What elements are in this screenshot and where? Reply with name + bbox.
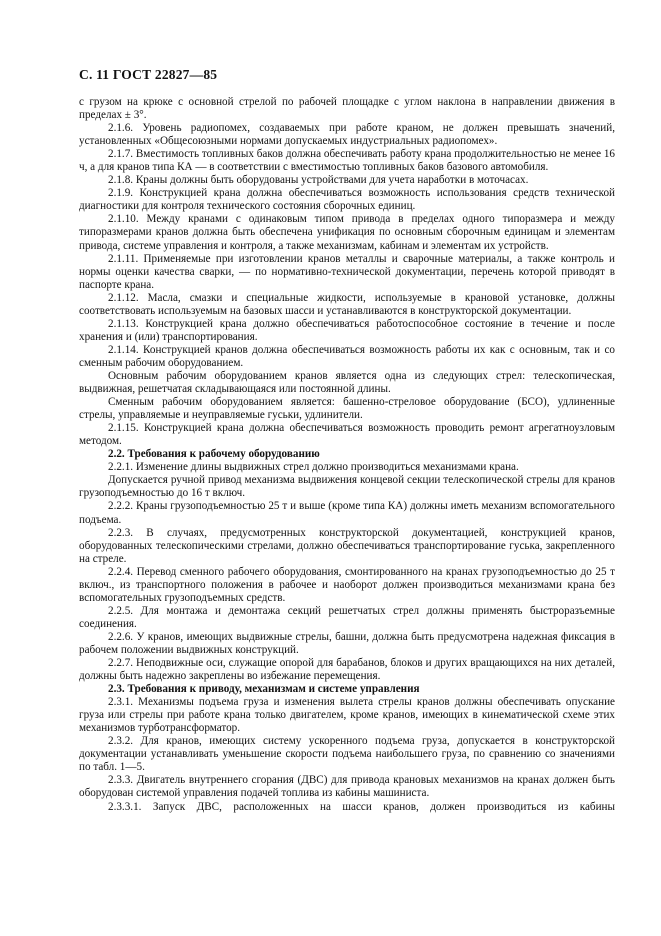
paragraph: 2.2.2. Краны грузоподъемностью 25 т и выше (кроме типа КА) должны иметь механизм вспомогательного подъема. bbox=[79, 500, 615, 526]
paragraph: 2.2.7. Неподвижные оси, служащие опорой для барабанов, блоков и других вращающихся на них деталей, должны быть надежно закреплены во избежание перемещения. bbox=[79, 657, 615, 683]
page-header: С. 11 ГОСТ 22827—85 bbox=[79, 67, 218, 82]
paragraph: Сменным рабочим оборудованием является: башенно-стреловое оборудование (БСО), удлиненные стрелы, управляемые и неуправляемые гуськи, удлинители. bbox=[79, 396, 615, 422]
section-heading: 2.2. Требования к рабочему оборудованию bbox=[108, 448, 320, 461]
paragraph: 2.2.1. Изменение длины выдвижных стрел должно производиться механизмами крана. bbox=[108, 461, 519, 474]
paragraph: 2.1.10. Между кранами с одинаковым типом привода в пределах одного типоразмера и между типоразмерами кранов должна быть обеспечена унификация по основным сборочным единицам и элементам привода, системе управления и контроля, а также механизмам, кабинам и элементам их устройств. bbox=[79, 213, 615, 252]
paragraph: с грузом на крюке с основной стрелой по рабочей площадке с углом наклона в направлении движения в пределах ± 3°. bbox=[79, 96, 615, 122]
paragraph: Основным рабочим оборудованием кранов является одна из следующих стрел: телескопическая, выдвижная, решетчатая складывающаяся или постоянной длины. bbox=[79, 369, 615, 396]
paragraph: 2.1.9. Конструкцией крана должна обеспечиваться возможность использования средств технической диагностики для контроля технического состояния сборочных единиц. bbox=[79, 187, 615, 213]
section-heading: 2.3. Требования к приводу, механизмам и системе управления bbox=[108, 683, 420, 696]
paragraph: Допускается ручной привод механизма выдвижения концевой секции телескопической стрелы для кранов грузоподъемностью до 16 т включ. bbox=[79, 474, 615, 500]
paragraph: 2.1.14. Конструкцией кранов должна обеспечиваться возможность работы их как с основным, так и со сменным рабочим оборудованием. bbox=[79, 343, 615, 369]
paragraph: 2.1.11. Применяемые при изготовлении кранов металлы и сварочные материалы, а также контроль и нормы оценки качества сварки, — по нормативно-технической документации, перечень которой приводят в паспорте крана. bbox=[79, 252, 615, 291]
paragraph: 2.1.12. Масла, смазки и специальные жидкости, используемые в крановой установке, должны соответствовать используемым на базовых шасси и устанавливаются в конструкторской документации. bbox=[79, 291, 615, 317]
paragraph: 2.2.4. Перевод сменного рабочего оборудования, смонтированного на кранах грузоподъемностью до 25 т включ., из транспортного положения в рабочее и наоборот должен производиться механизмами крана без вспомогательных грузоподъемных средств. bbox=[79, 565, 615, 604]
paragraph: 2.3.3.1. Запуск ДВС, расположенных на шасси кранов, должен производиться из кабины bbox=[108, 800, 615, 813]
paragraph: 2.1.6. Уровень радиопомех, создаваемых при работе краном, не должен превышать значений, установленных «Общесоюзными нормами допускаемых индустриальных радиопомех». bbox=[79, 122, 615, 148]
paragraph: 2.2.3. В случаях, предусмотренных конструкторской документацией, конструкцией кранов, оборудованных телескопическими стрелами, должно обеспечиваться транспортирование гуська, закрепленного на стреле. bbox=[79, 526, 615, 565]
paragraph: 2.2.5. Для монтажа и демонтажа секций решетчатых стрел должны применять быстроразъемные соединения. bbox=[79, 604, 615, 630]
document-body bbox=[79, 96, 615, 814]
paragraph: 2.2.6. У кранов, имеющих выдвижные стрелы, башни, должна быть предусмотрена надежная фиксация в рабочем положении выдвижных конструкций. bbox=[79, 630, 615, 656]
paragraph: 2.3.1. Механизмы подъема груза и изменения вылета стрелы кранов должны обеспечивать опускание груза или стрелы при работе крана только двигателем, кроме кранов, имеющих в кинематической схеме этих механизмов турботрансформатор. bbox=[79, 696, 615, 735]
paragraph: 2.1.13. Конструкцией крана должно обеспечиваться работоспособное состояние в течение и после хранения и (или) транспортирования. bbox=[79, 317, 615, 343]
paragraph: 2.1.7. Вместимость топливных баков должна обеспечивать работу крана продолжительностью не менее 16 ч, а для кранов типа КА — в соответствии с вместимостью топливных баков базового автомобиля. bbox=[79, 148, 615, 174]
paragraph: 2.1.8. Краны должны быть оборудованы устройствами для учета наработки в моточасах. bbox=[108, 174, 529, 187]
paragraph: 2.3.2. Для кранов, имеющих систему ускоренного подъема груза, допускается в конструкторской документации устанавливать уменьшение скорости подъема наибольшего груза, по сравнению со значениями по табл. 1—5. bbox=[79, 735, 615, 774]
paragraph: 2.3.3. Двигатель внутреннего сгорания (ДВС) для привода крановых механизмов на кранах должен быть оборудован системой управления подачей топлива из кабины машиниста. bbox=[79, 774, 615, 800]
paragraph: 2.1.15. Конструкцией крана должна обеспечиваться возможность проводить ремонт агрегатноузловым методом. bbox=[79, 422, 615, 448]
